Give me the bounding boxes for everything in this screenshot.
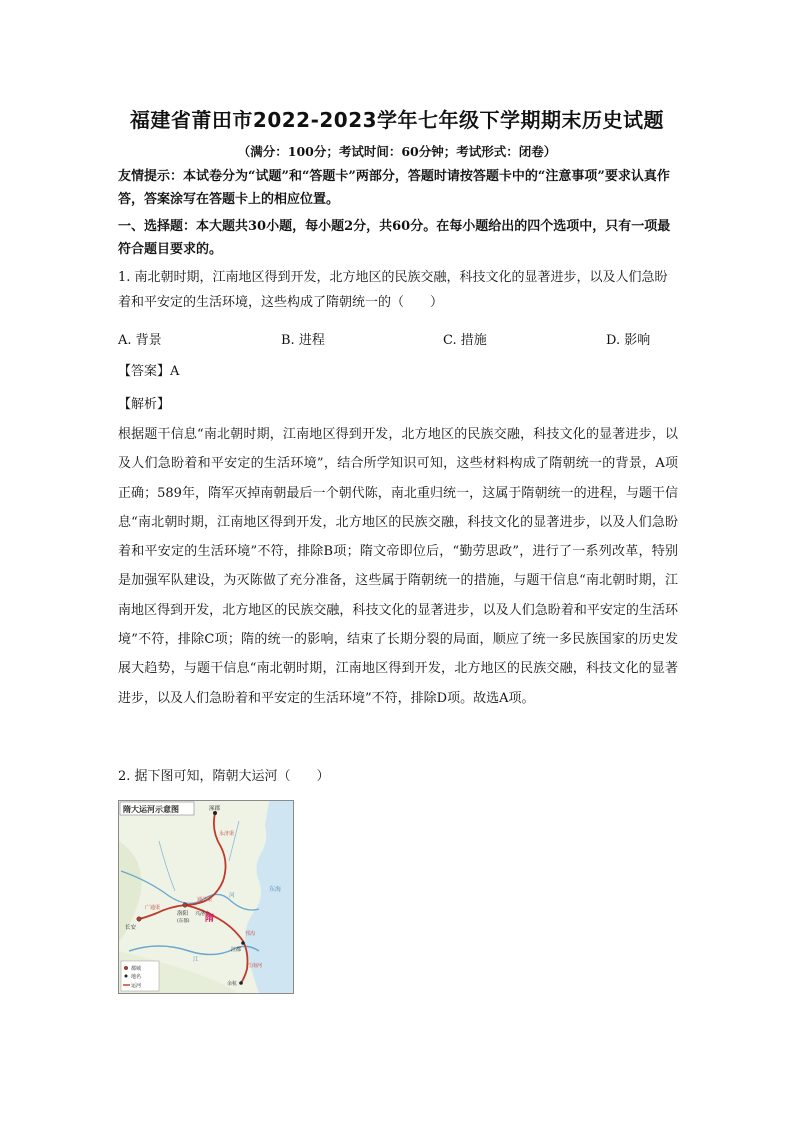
option-c: C. 措施 [443,333,487,348]
label-sui: 隋 [205,914,215,924]
label-luoyang-sub: (东都) [177,919,190,924]
question-1-options [118,329,678,351]
section-header: 一、选择题：本大题共30小题，每小题2分，共60分。在每小题给出的四个选项中，只有一项最符合题目要求的。 [118,219,671,257]
label-guangtongqu: 广通渠 [145,905,161,911]
label-donghai: 东海 [269,886,282,893]
map-title: 隋大运河示意图 [123,805,179,814]
legend-place: 地名 [131,974,142,980]
label-he: 河 [229,893,235,899]
legend-capital: 都城 [131,966,142,972]
label-luoyang: 洛阳 [177,911,189,917]
city-jiangdu [241,941,245,945]
friendly-notice: 友情提示：本试卷分为“试题”和“答题卡”两部分，答题时请按答题卡中的“注意事项”要求认真作答，答案涂写在答题卡上的相应位置。 [118,169,670,207]
map-svg [119,801,293,993]
label-jiang: 江 [193,957,199,963]
analysis-label: 【解析】 [118,397,171,412]
analysis-text: 根据题干信息“南北朝时期，江南地区得到开发，北方地区的民族交融，科技文化的显著进步，以及人们急盼着和平安定的生活环境”，结合所学知识可知，这些材料构成了隋朝统一的背景，A项正确；589年，隋军灭掉南朝最后一个朝代陈，南北重归统一，这属于隋朝统一的进程，与题干信息“南北朝时期，江南地区得到开发，北方地区的民族交融，科技文化的显著进步，以及人们急盼着和平安定的生活环境”不符，排除B项；隋文帝即位后，“勤劳思政”，进行了一系列改革，特别是加强军队建设，为灭陈做了充分准备，这些属于隋朝统一的措施，与题干信息“南北朝时期，江南地区得到开发，北方地区的民族交融，科技文化的显著进步，以及人们急盼着和平安定的生活环境”不符，排除C项；隋的统一的影响，结束了长期分裂的局面，顺应了统一多民族国家的历史发展大趋势，与题干信息“南北朝时期，江南地区得到开发，北方地区的民族交融，科技文化的显著进步，以及人们急盼着和平安定的生活环境”不符，排除D项。故选A项。 [118,427,678,706]
question-2-stem: 2. 据下图可知，隋朝大运河（ ） [118,769,330,784]
label-xingluocang: 兴洛仓 [195,911,211,917]
city-luoyang [183,903,187,907]
label-hangou: 邗沟 [245,931,256,937]
option-d: D. 影响 [606,333,651,348]
legend-canal: 运河 [131,983,142,989]
city-changan [137,917,141,921]
label-jiangdu: 江都 [231,947,242,953]
label-yongjiqu: 永济渠 [219,831,235,837]
option-a: A. 背景 [118,333,162,348]
answer-line: 【答案】A [118,364,180,379]
label-jiangnanhe: 江南河 [247,963,263,969]
option-b: B. 进程 [281,333,325,348]
label-tongjiqu: 通济渠 [197,897,213,903]
label-changan: 长安 [125,925,137,931]
grand-canal-map [118,800,294,994]
exam-title: 福建省莆田市2022-2023学年七年级下学期期末历史试题 [129,108,665,132]
exam-subtitle: （满分：100分；考试时间：60分钟；考试形式：闭卷） [237,144,557,159]
question-1-stem: 1. 南北朝时期，江南地区得到开发，北方地区的民族交融，科技文化的显著进步，以及人们急盼着和平安定的生活环境，这些构成了隋朝统一的（ ） [118,270,668,310]
label-yuhang: 余杭 [227,981,238,987]
label-zhuojun: 涿郡 [209,806,221,812]
city-yuhang [239,981,243,985]
